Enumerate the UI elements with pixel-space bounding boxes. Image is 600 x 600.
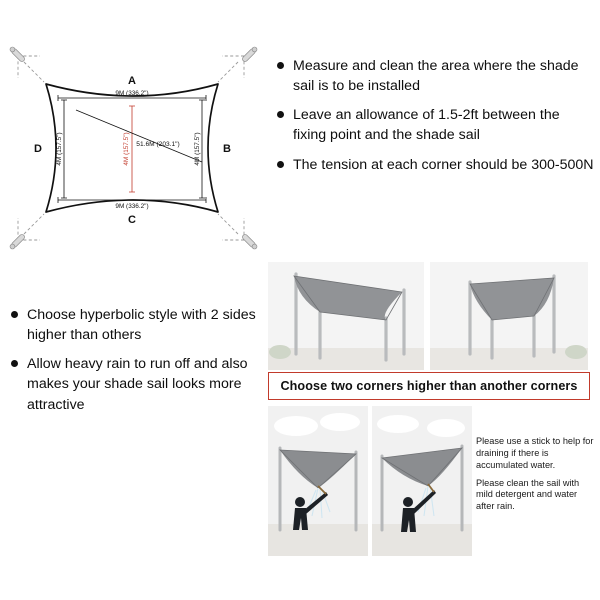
list-item: Choose hyperbolic style with 2 sides higher than others (10, 305, 262, 345)
note-drain: Please use a stick to help for draining if there is accumulated water. (476, 436, 594, 470)
svg-text:9M (336.2"): 9M (336.2") (115, 203, 149, 210)
svg-text:9M (336.2"): 9M (336.2") (115, 90, 149, 97)
instructions-top-right (276, 56, 594, 184)
svg-text:B: B (223, 143, 231, 155)
photo-sail-high-corners-right (430, 262, 588, 370)
svg-text:4M (157.5"): 4M (157.5") (123, 132, 130, 166)
svg-text:4M (157.5"): 4M (157.5") (56, 132, 63, 166)
svg-text:51.6M (203.1"): 51.6M (203.1") (136, 141, 180, 148)
photo-draining-water-right (372, 406, 472, 556)
svg-text:D: D (34, 143, 42, 155)
svg-text:A: A (128, 75, 136, 87)
list-item: Leave an allowance of 1.5-2ft between the fixing point and the shade sail (276, 105, 594, 145)
care-notes (476, 436, 598, 519)
banner-text: Choose two corners higher than another corners (280, 379, 578, 393)
banner-choose-two-corners (268, 372, 590, 400)
photo-sail-high-corners-left (268, 262, 424, 370)
list-item: Allow heavy rain to run off and also makes your shade sail looks more attractive (10, 354, 262, 414)
list-item: The tension at each corner should be 300-500N (276, 155, 594, 175)
note-clean: Please clean the sail with mild detergent and water after rain. (476, 477, 580, 512)
svg-text:4M (157.5"): 4M (157.5") (194, 132, 201, 166)
shade-sail-dimension-diagram (6, 42, 262, 254)
svg-text:C: C (128, 214, 136, 226)
instructions-bottom-left (10, 305, 262, 424)
photo-draining-water-left (268, 406, 368, 556)
list-item: Measure and clean the area where the shade sail is to be installed (276, 56, 594, 96)
